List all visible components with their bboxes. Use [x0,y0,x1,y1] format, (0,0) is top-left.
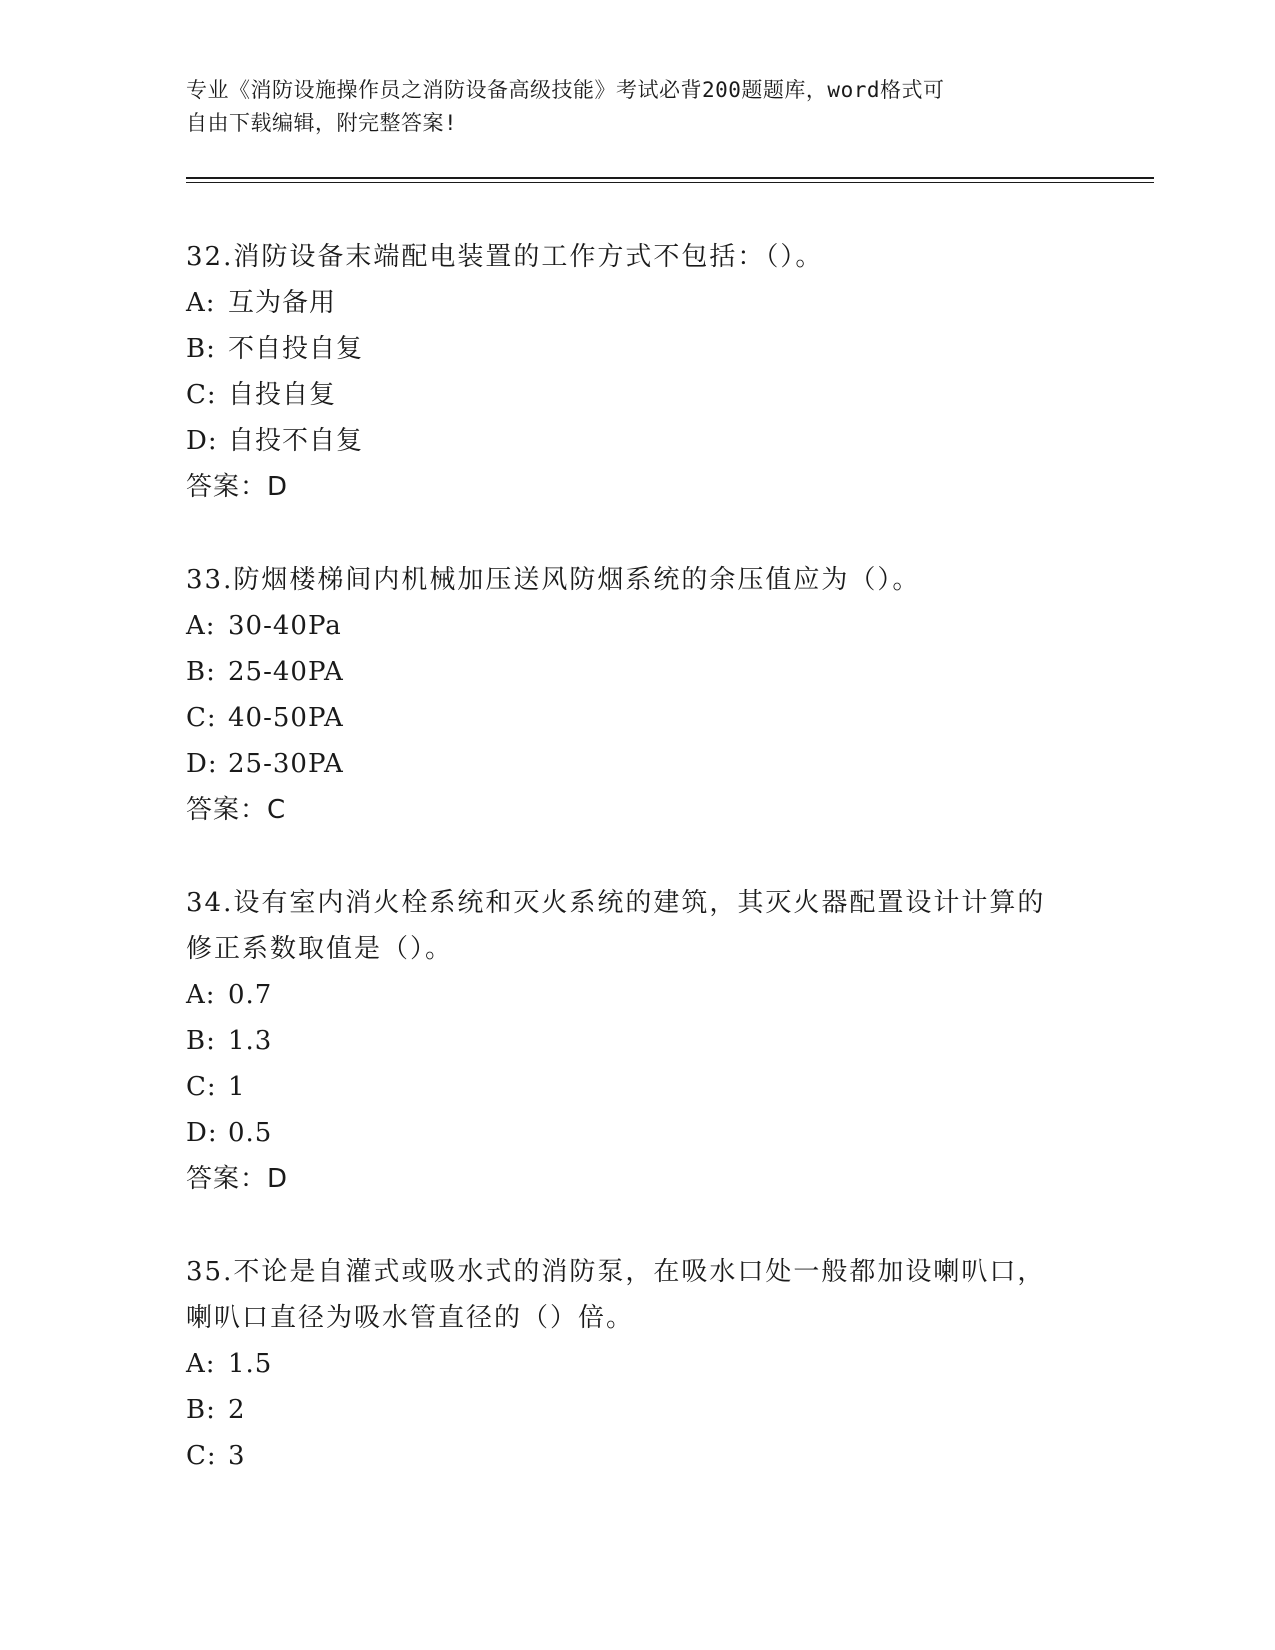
option-letter: C: [186,703,217,733]
option-text: 3 [228,1441,246,1471]
option-letter: C: [186,1072,217,1102]
option-text: 40-50PA [228,703,344,733]
option-row [186,741,1086,787]
option-row [186,1110,1086,1156]
option-letter: B: [186,1026,216,1056]
option-row [186,1341,1086,1387]
option-row [186,1387,1086,1433]
question-text: 34.设有室内消火栓系统和灭火系统的建筑，其灭火器配置设计计算的 [186,888,1046,918]
option-letter: D: [186,426,218,456]
question-block [186,880,1086,1202]
option-row [186,603,1086,649]
option-text: 30-40Pa [228,611,342,641]
option-text: 1 [228,1072,246,1102]
header-line-2: 自由下载编辑，附完整答案! [186,111,458,135]
option-row [186,1433,1086,1479]
option-letter: C: [186,1441,217,1471]
question-text: 33.防烟楼梯间内机械加压送风防烟系统的余压值应为（）。 [186,565,921,595]
option-letter: D: [186,749,218,779]
answer-line: 答案：D [186,1164,289,1194]
question-block [186,1249,1086,1479]
option-text: 0.5 [228,1118,273,1148]
option-letter: A: [186,611,216,641]
option-row [186,418,1086,464]
option-row [186,326,1086,372]
option-text: 自投不自复 [228,426,364,456]
option-text: 25-40PA [228,657,344,687]
option-row [186,972,1086,1018]
option-row [186,1064,1086,1110]
option-text: 2 [228,1395,246,1425]
option-letter: A: [186,1349,216,1379]
option-letter: D: [186,1118,218,1148]
question-block [186,234,1086,510]
option-row [186,372,1086,418]
answer-line: 答案：D [186,472,289,502]
header-line-1: 专业《消防设施操作员之消防设备高级技能》考试必背200题题库，word格式可 [186,78,945,102]
option-text: 自投自复 [228,380,337,410]
option-letter: B: [186,1395,216,1425]
question-list [186,234,1086,1526]
option-row [186,1018,1086,1064]
option-letter: A: [186,288,216,318]
option-text: 1.5 [228,1349,273,1379]
option-row [186,649,1086,695]
option-letter: A: [186,980,216,1010]
option-text: 1.3 [228,1026,273,1056]
question-text: 32.消防设备末端配电装置的工作方式不包括：（）。 [186,242,824,272]
option-text: 25-30PA [228,749,344,779]
question-text: 喇叭口直径为吸水管直径的（）倍。 [186,1303,635,1333]
question-block [186,557,1086,833]
answer-line: 答案：C [186,795,287,825]
option-text: 互为备用 [228,288,337,318]
header-divider-thick [186,177,1154,179]
option-letter: C: [186,380,217,410]
option-row [186,280,1086,326]
option-letter: B: [186,334,216,364]
option-letter: B: [186,657,216,687]
option-row [186,695,1086,741]
option-text: 0.7 [228,980,273,1010]
question-text: 修正系数取值是（）。 [186,934,454,964]
document-header [186,74,1086,140]
question-text: 35.不论是自灌式或吸水式的消防泵，在吸水口处一般都加设喇叭口， [186,1257,1046,1287]
header-divider-thin [186,182,1154,183]
option-text: 不自投自复 [228,334,364,364]
